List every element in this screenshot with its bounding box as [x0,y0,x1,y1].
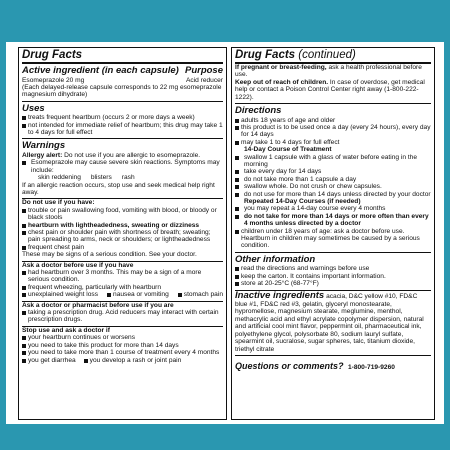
drug-facts-continued-title [235,49,431,64]
uses-heading: Uses [22,102,45,114]
course14-heading: 14-Day Course of Treatment [244,146,332,154]
allergy-label: Allergy alert: [22,151,63,159]
pharmacist-heading: Ask a doctor or pharmacist before use if you are [22,301,174,309]
directions-item: may take 1 to 4 days for full effect [235,139,431,146]
directions-heading: Directions [235,105,282,117]
serious-note: These may be signs of a serious condition. See your doctor. [22,251,197,259]
repeated-courses-item: you may repeat a 14-day course every 4 months [235,205,431,212]
purpose: Acid reducer [185,76,223,84]
warnings-heading: Warnings [22,140,66,152]
do-not-use-item: frequent chest pain [22,244,223,251]
stop-use-item: you need to take more than 1 course of treatment every 4 months [22,349,223,356]
drug-facts-title: Drug Facts [22,49,223,64]
stop-use-item: you need to take this product for more than 14 days [22,342,223,349]
questions-line [235,356,431,374]
questions-phone: 1-800-719-9260 [347,363,395,371]
ingredient-note: (Each delayed-release capsule corresponds to 22 mg esomeprazole magnesium dihydrate) [22,83,222,99]
inactive-ingredients-text: acacia, D&C yellow #10, FD&C blue #1, FD&C red #3, gelatin, glyceryl monostearate, hypromellose, magnesium stearate, meglumine, menthol, methacrylic acid and ethyl acrylate copolymer dispersion, natural and artificial cool mint flavor, peppermint oil, pharmaceutical ink, polyethylene glycol, polysorbate 80, sodium lauryl sulfate, spearmint oil, sucralose, sugar spheres, talc, titanium dioxide, triethyl citrate [235,292,424,353]
ask-doctor-heading: Ask a doctor before use if you have [22,261,134,269]
stop-use-row [22,357,223,364]
allergy-stop: If an allergic reaction occurs, stop use and seek medical help right away. [22,181,215,196]
drug-facts-left-column [18,47,227,420]
children-warning [235,79,431,101]
drug-facts-panel [6,42,444,424]
repeated-courses-item: do not take for more than 14 days or more often than every 4 months unless directed by a doctor [235,213,431,228]
ask-doctor-item: frequent wheezing, particularly with heartburn [22,284,223,291]
children-label: Keep out of reach of children. [235,78,329,86]
inactive-ingredients-heading: Inactive ingredients [235,289,325,301]
children-under-18: children under 18 years of age: ask a doctor before use. Heartburn in children may sometimes be caused by a serious condition. [235,228,431,250]
uses-item: not intended for immediate relief of heartburn; this drug may take 1 to 4 days for full effect [22,122,223,137]
course14-item: do not take more than 1 capsule a day [235,176,431,183]
inactive-ingredients [235,291,431,353]
purpose-heading: Purpose [184,65,223,76]
other-information-item: read the directions and warnings before use [235,265,431,272]
stop-use-item: you get diarrhea [22,357,76,364]
stop-use-item: your heartburn continues or worsens [22,334,223,341]
course14-item: swallow 1 capsule with a glass of water before eating in the morning [235,154,431,169]
continued-label: (continued) [298,49,356,61]
questions-label: Questions or comments? [235,360,344,371]
stop-use-heading: Stop use and ask a doctor if [22,326,110,334]
allergy-skin-warning: Esomeprazole may cause severe skin reactions. Symptoms may include: [22,159,223,174]
course14-item: take every day for 14 days [235,168,431,175]
ask-doctor-item: had heartburn over 3 months. This may be a sign of a more serious condition. [22,269,223,284]
symptom: blisters [90,174,112,182]
active-ingredient-header [22,64,223,77]
do-not-use-item: trouble or pain swallowing food, vomiting with blood, or bloody or black stools [22,207,223,222]
course14-item: swallow whole. Do not crush or chew capsules. [235,183,431,190]
ask-doctor-row [22,291,223,298]
directions-item: this product is to be used once a day (every 24 hours), every day for 14 days [235,124,431,139]
pharmacist-item: taking a prescription drug. Acid reducers may interact with certain prescription drugs. [22,309,223,324]
drug-facts-title: Drug Facts [235,49,296,61]
stop-use-item: you develop a rash or joint pain [84,357,182,364]
other-information-heading: Other information [235,253,316,265]
repeated-courses-heading: Repeated 14-Day Courses (if needed) [244,198,361,205]
active-ingredient: Esomeprazole 20 mg [22,76,85,84]
do-not-use-item: heartburn with lightheadedness, sweating or dizziness [22,222,223,229]
other-information-item: keep the carton. It contains important information. [235,273,431,280]
divider [22,101,223,102]
do-not-use-item: chest pain or shoulder pain with shortness of breath; sweating; pain spreading to arms, neck or shoulders; or lightheadedness [22,229,223,244]
symptom: rash [121,174,135,182]
active-ingredient-row [22,77,223,84]
ask-doctor-item: nausea or vomiting [107,291,169,298]
directions-item: adults 18 years of age and older [235,117,431,124]
ask-doctor-item: stomach pain [178,291,223,298]
drug-facts-right-column [231,47,435,420]
do-not-use-heading: Do not use if you have: [22,199,95,207]
active-ingredient-heading: Active ingredient (in each capsule) [22,65,179,76]
pregnancy-warning [235,64,431,79]
other-information-item: store at 20-25°C (68-77°F) [235,280,431,287]
pregnancy-text: ask a health professional before use. [235,64,422,79]
ask-doctor-item: unexplained weight loss [22,291,98,298]
allergy-text: Do not use if you are allergic to esomeprazole. [64,151,201,159]
pregnancy-label: If pregnant or breast-feeding, [235,64,327,71]
course14-item: do not use for more than 14 days unless directed by your doctor [235,191,431,198]
allergy-alert [22,152,223,159]
symptoms-row [22,174,223,181]
divider [22,138,223,139]
children-text: In case of overdose, get medical help or contact a Poison Control Center right away (1-800-222-1222). [235,78,425,101]
divider [235,103,431,104]
symptom: skin reddening [38,174,81,182]
uses-item: treats frequent heartburn (occurs 2 or more days a week) [22,114,223,121]
divider [235,252,431,253]
